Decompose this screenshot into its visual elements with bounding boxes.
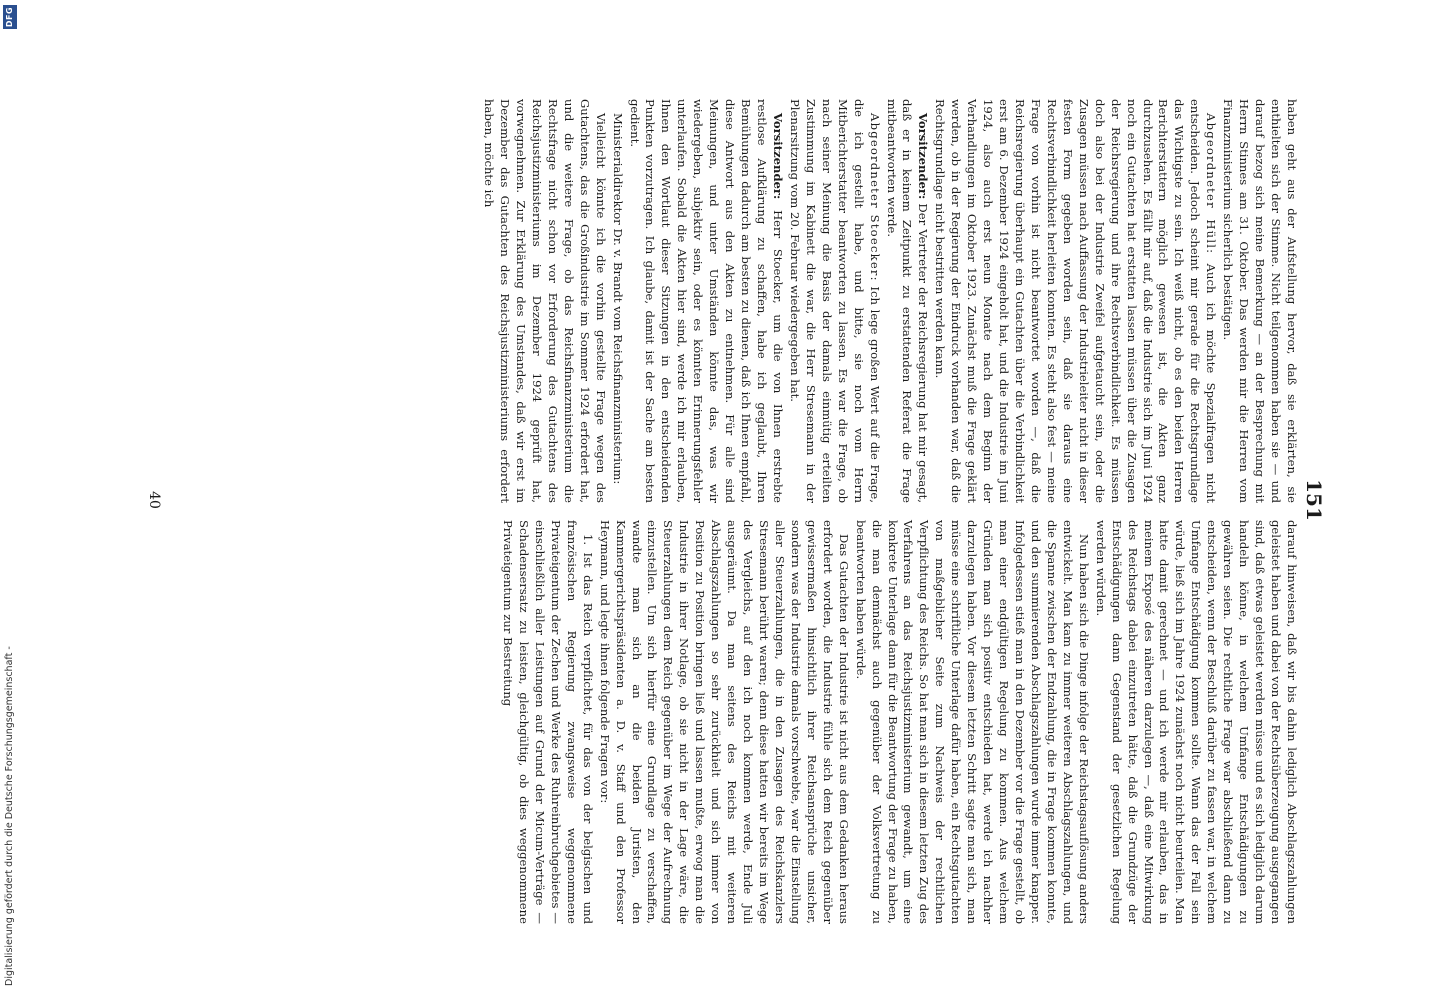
paragraph: haben geht aus der Aufstellung hervor, daß sie erklärten, sie enthielten sich der Stimme. Nicht teilgenommen haben sie — und darauf bezog sich meine Bemerkung — an der Besprechung mit Herrn Stinnes am 31. Oktober. Das werden mir die Herren vom Finanzministerium sicherlich bestätigen.: [1221, 99, 1299, 503]
page-number: 151: [1302, 479, 1326, 521]
paragraph: [883, 99, 931, 503]
speech-text: Der Vertreter der Reichsregierung hat mir gesagt, daß er in keinem Zeitpunkt zu erstattenden Referat die Frage mitbeantworten werde.: [884, 99, 931, 503]
footer-text: Digitalisierung gefördert durch die Deutsche Forschungsgemeinschaft -: [4, 646, 15, 986]
right-column: [499, 520, 1299, 924]
paragraph: Vielleicht könnte ich die vorhin gestellte Frage wegen des Gutachtens, das die Großindustrie im Sommer 1924 erfordert hat, und die weitere Frage, ob das Reichsfinanzministerium die Rechtsfrage nicht schon vor Erforderung des Gutachtens des Reichsjustizministeriums im Dezember 1924 geprüft hat, vorwegnehmen. Zur Erklärung des Umstandes, daß wir erst im Dezember das Gutachten des Reichsjustizministeriums erfordert haben, möchte ich: [482, 99, 608, 503]
speaker-heading: Ministerialdirektor Dr. v. Brandt vom Reichsfinanzministerium:: [610, 113, 625, 485]
left-column: [479, 99, 1299, 503]
dfg-logo: DFG: [3, 5, 17, 29]
question-item: 1. Ist das Reich verpflichtet, für das von der belgischen und französischen Regierung zwangsweise weggenommene Privateigentum der Zechen und Werke des Ruhreinbruchgebietes — einschließlich aller Leistungen auf Grund der Micum-Verträge — Schadensersatz zu leisten, gleichgültig, ob dies weggenommene Privateigentum zur Bestreitung: [501, 520, 595, 924]
speaker-name: Vorsitzender:: [916, 113, 931, 200]
paragraph: darauf hinweisen, daß wir bis dahin lediglich Abschlagszahlungen geleistet haben und dabei von der Rechtsüberzeugung ausgegangen sind, daß etwas geleistet werden müsse und es sich lediglich darum handeln könne, in welchem Umfange Entschädigungen zu gewähren seien. Die rechtliche Frage war abschließend dann zu entscheiden, wenn der Beschluß darüber zu fassen war, in welchem Umfange Entschädigung kommen sollte. Wann das der Fall sein würde, ließ sich im Jahre 1924 zunächst noch nicht beurteilen. Man hatte damit gerechnet — und ich werde mir erlauben, das in meinem Exposé des näheren darzulegen —, daß eine Mitwirkung des Reichstags dabei einzutreten hätte, daß die Grundzüge der Entschädigungen dann Gegenstand der gesetzlichen Regelung werden würden.: [1093, 520, 1299, 924]
speaker-name: Vorsitzender:: [771, 113, 785, 200]
paragraph: Nun haben sich die Dinge infolge der Reichstagsauflösung anders entwickelt. Man kam zu immer weiteren Abschlagszahlungen, und die Spanne zwischen der Endzahlung, die in Frage kommen konnte, und den summierenden Abschlagszahlungen wurde immer knapper. Infolgedessen stieß man in den Dezember vor die Frage gestellt, ob man einer endgültigen Regelung zu kommen. Aus welchem Gründen man sich positiv entschieden hat, werde ich nachher darzulegen haben. Vor diesem letzten Schritt sagte man sich, man müsse eine schriftliche Unterlage dafür haben, ein Rechtsgutachten von maßgeblicher Seite zum Nachweis der rechtlichen Verpflichtung des Reichs. So hat man sich in diesem letzten Zug des Verfahrens an das Reichsjustizministerium gewandt, um eine konkrete Unterlage dann für die Beantwortung der Frage zu haben, die man demnächst auch gegenüber der Volksvertretung zu beantworten haben würde.: [853, 520, 1091, 924]
speech-text: Auch ich möchte Spezialfragen nicht entscheiden. Jedoch scheint mir gerade für die Rechtsgrundlage das Wichtigste zu sein. Ich weiß nicht, ob es den beiden Herren Berichterstattern möglich gewesen ist, die Akten ganz durchzusehen. Es fällt mir auf, daß die Industrie sich im Juni 1924 noch ein Gutachten hat erstatten lassen müssen über die Zusagen der Reichsregierung und ihre Rechtsverbindlichkeit. Es müssen doch also bei der Industrie Zweifel aufgetaucht sein, oder die Zusagen müssen nach Auffassung der Industrieleiter nicht in dieser festen Form gegeben worden sein, daß sie daraus eine Rechtsverbindlichkeit herleiten konnten. Es steht also fest — meine Frage von vorhin ist nicht beantwortet worden —, daß die Reichsregierung überhaupt ein Gutachten über die Verbindlichkeit erst am 6. Dezember 1924 eingeholt hat, und die Industrie im Juni 1924, also auch erst neun Monate nach dem Beginn der Verhandlungen im Oktober 1923. Zunächst muß die Frage geklärt werden, ob in der Regierung der Eindruck vorhanden war, daß die Rechtsgrundlage nicht bestritten werden kann.: [933, 99, 1219, 503]
paragraph: [786, 99, 882, 503]
question-list: [499, 520, 595, 924]
footer-rotated: [0, 0, 20, 1000]
paragraph: [931, 99, 1218, 503]
speaker-name: Abgeordneter Hüll:: [1204, 113, 1219, 255]
paragraph: [626, 99, 785, 503]
speech-text: Herr Stoecker, um die von Ihnen erstrebte restlose Aufklärung zu schaffen, habe ich geglaubt, Ihren Bemühungen dadurch am besten zu dienen, daß ich Ihnen empfahl, diese Antwort aus den Akten zu entnehmen. Für alle sind Meinungen, und unter Umständen könnte das, was wir wiedergeben, subjektiv sein, oder es könnten Erinnerungsfehler unterlaufen. Sobald die Akten hier sind, werde ich mir erlauben, Ihnen den Wortlaut dieser Sitzungen in den entscheidenden Punkten vorzutragen. Ich glaube, damit ist der Sache am besten gedient.: [627, 99, 785, 503]
speaker-name: Abgeordneter Stoecker:: [867, 113, 882, 282]
signature-number: 40: [146, 491, 162, 509]
speech-text: Ich lege großen Wert auf die Frage, die ich gestellt habe, und bitte, sie noch vom Herrn Mitberichterstatter beantworten zu lassen. Es war die Frage, ob nach seiner Meinung die Basis der damals einmütig erteilten Zustimmung im Kabinett die war, die Herr Stresemann in der Plenarsitzung vom 20. Februar wiedergegeben hat.: [787, 99, 882, 503]
paragraph: Das Gutachten der Industrie ist nicht aus dem Gedanken heraus erfordert worden, die Industrie fühle sich dem Reich gegenüber gewissermaßen hinsichtlich ihrer Reichsansprüche unsicher, sondern was der Industrie damals vorschwebte, war die Einstellung aller Steuerzahlungen, die in den Zusagen des Reichskanzlers Stresemann berührt waren; denn diese hatten wir bereits im Wege des Vergleichs, auf den ich noch kommen werde, Ende Juli ausgeräumt. Da man seitens des Reichs mit weiteren Abschlagszahlungen so sehr zurückhielt und sich immer von Position zu Position bringen ließ und lassen mußte, erwog man die Industrie in ihrer Notlage, ob sie nicht in der Lage wäre, die Steuerzahlungen dem Reich gegenüber im Wege der Aufrechnung einzustellen. Um sich hierfür eine Grundlage zu verschaffen, wandte man sich an die beiden Juristen, den Kammergerichtspräsidenten a. D. v. Staff und den Professor Heymann, und legte ihnen folgende Fragen vor:: [597, 520, 851, 924]
footer: [0, 0, 20, 1000]
